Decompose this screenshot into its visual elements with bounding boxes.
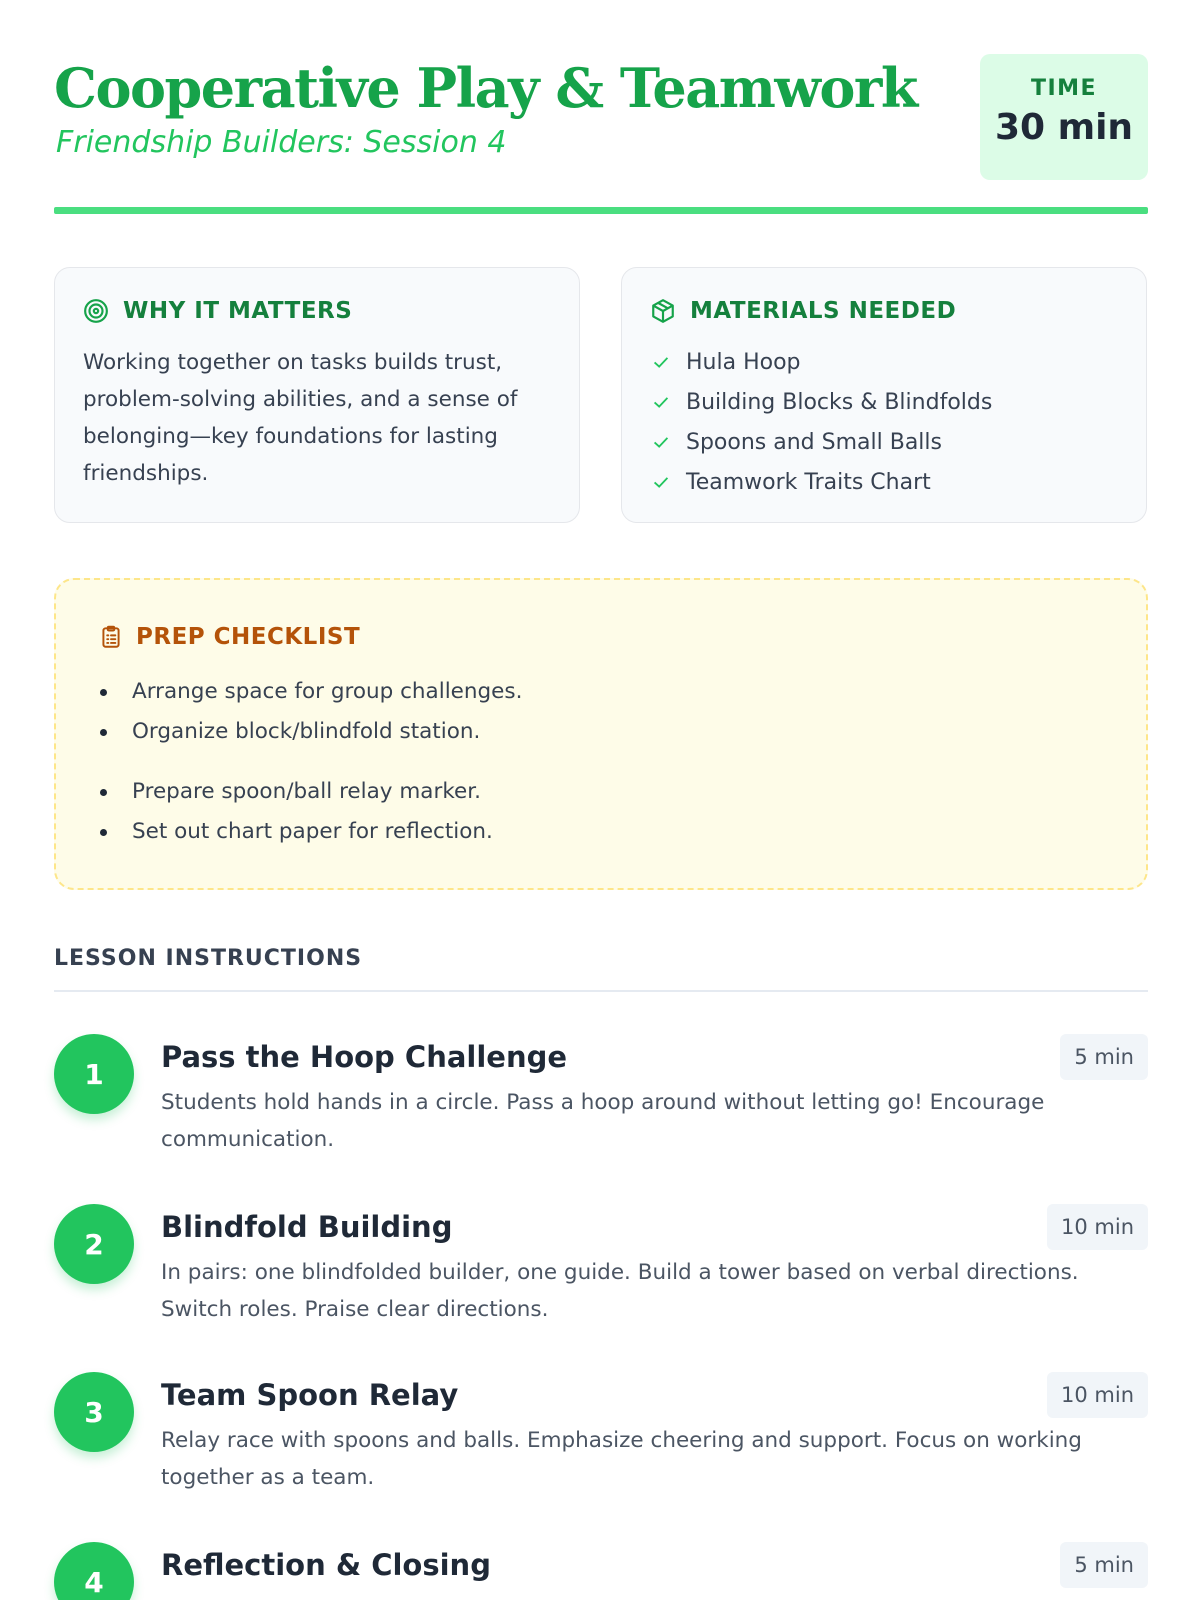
step-number-badge: 4 [54,1542,134,1600]
list-item [650,462,992,502]
step-description: Relay race with spoons and balls. Emphasize cheering and support. Focus on working together as a team. [161,1428,1082,1490]
step-title: Blindfold Building [161,1210,453,1244]
step-title: Team Spoon Relay [161,1378,459,1412]
step-number-badge: 1 [54,1034,134,1114]
time-badge [980,54,1148,180]
step-title: Reflection & Closing [161,1548,491,1582]
lesson-instructions-heading: LESSON INSTRUCTIONS [54,946,363,971]
list-item [650,382,992,422]
step-number-badge: 2 [54,1204,134,1284]
prep-checklist-header [98,624,360,650]
materials-list [650,342,992,502]
step-duration-badge: 10 min [1047,1372,1148,1418]
material-label: Hula Hoop [686,349,801,375]
materials-heading: MATERIALS NEEDED [690,298,957,324]
list-item [650,342,992,382]
step-number-badge: 3 [54,1372,134,1452]
step-duration-badge: 10 min [1047,1204,1148,1250]
step-description: Students hold hands in a circle. Pass a hoop around without letting go! Encourage communication. [161,1090,1045,1152]
list-item: Arrange space for group challenges. [98,672,522,712]
material-label: Spoons and Small Balls [686,429,942,455]
time-label: TIME [1030,76,1098,101]
check-icon [650,351,672,373]
why-it-matters-card [54,267,580,523]
lesson-header [54,54,1148,182]
materials-header [650,298,956,324]
materials-card [621,267,1147,523]
why-it-matters-header [83,298,352,324]
list-item: Set out chart paper for reflection. [98,812,522,852]
list-item: Organize block/blindfold station. [98,712,522,752]
target-icon [83,298,109,324]
why-it-matters-text: Working together on tasks builds trust, problem-solving abilities, and a sense of belonging—key foundations for lasting friendships. [83,350,518,486]
prep-checklist-list [98,672,522,852]
check-icon [650,431,672,453]
step-duration-badge: 5 min [1060,1034,1148,1080]
clipboard-icon [98,624,124,650]
prep-checklist-card [54,578,1148,890]
page-title: Cooperative Play & Teamwork [54,56,917,120]
list-item [650,422,992,462]
step-title: Pass the Hoop Challenge [161,1040,568,1074]
check-icon [650,391,672,413]
page-subtitle: Friendship Builders: Session 4 [56,125,507,160]
step-duration-badge: 5 min [1060,1542,1148,1588]
box-icon [650,298,676,324]
time-value: 30 min [994,107,1134,148]
prep-checklist-heading: PREP CHECKLIST [136,624,361,650]
why-it-matters-heading: WHY IT MATTERS [123,298,353,324]
section-divider [54,990,1148,992]
step-description: In pairs: one blindfolded builder, one guide. Build a tower based on verbal directions. Switch roles. Praise clear directions. [161,1260,1079,1322]
material-label: Teamwork Traits Chart [686,469,931,495]
header-divider [54,207,1148,214]
material-label: Building Blocks & Blindfolds [686,389,993,415]
list-item: Prepare spoon/ball relay marker. [98,772,522,812]
check-icon [650,471,672,493]
